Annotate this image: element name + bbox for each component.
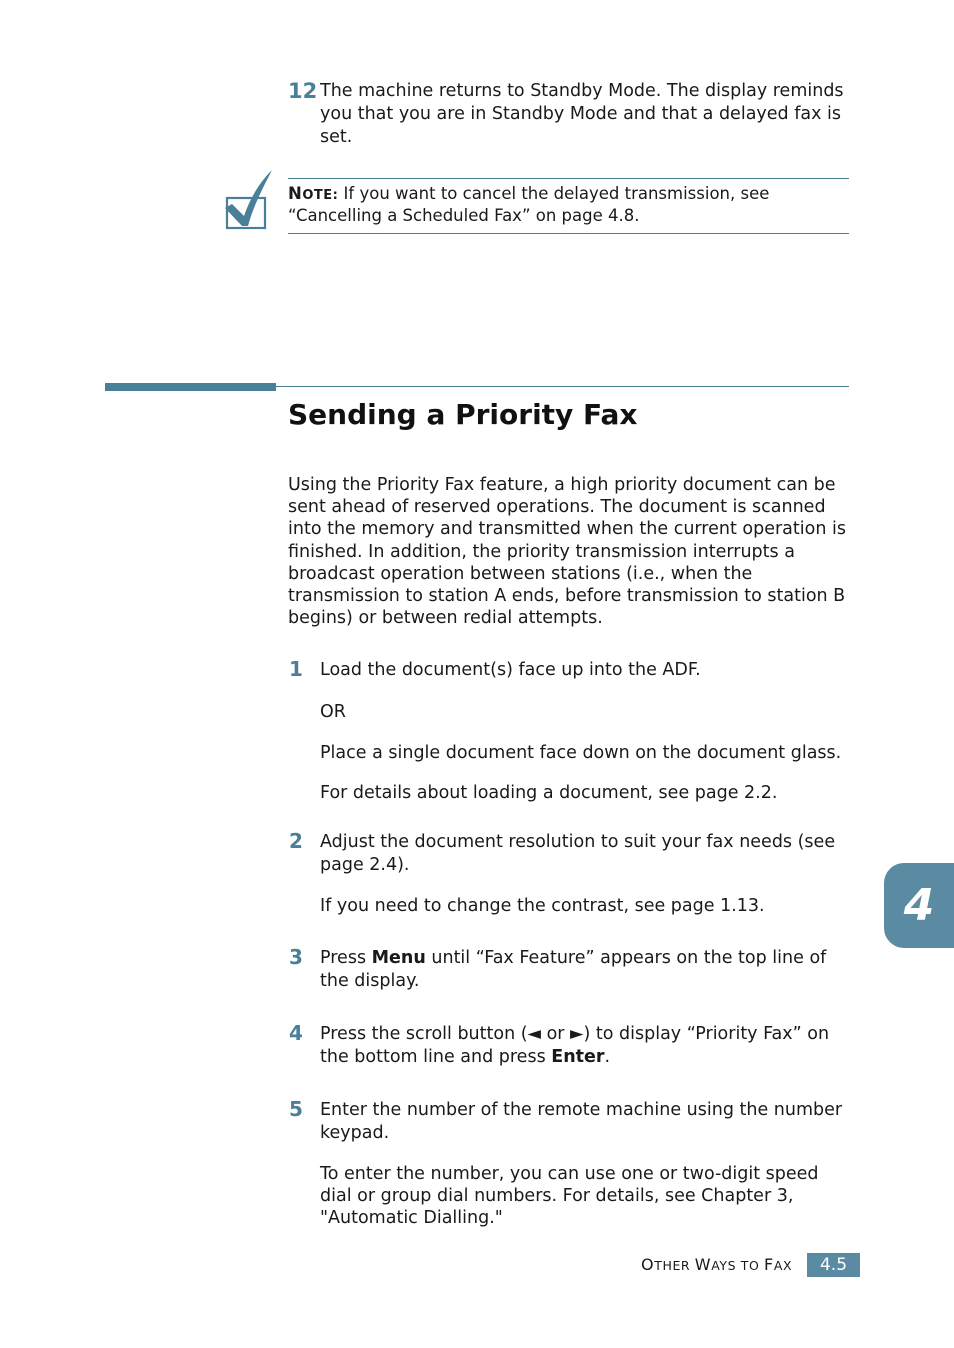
text-line: Enter the number of the remote machine using the number (320, 1100, 843, 1120)
step-number: 2 (289, 829, 303, 853)
page-number: 4.5 (807, 1253, 860, 1277)
enter-key-label: Enter (551, 1047, 605, 1067)
footer-run: AYS TO (711, 1258, 764, 1273)
text-run: the bottom line and press (320, 1047, 552, 1067)
footer-title (641, 1254, 792, 1277)
text-line (320, 947, 826, 970)
step-text (320, 831, 835, 877)
step-text: Place a single document face down on the document glass. (320, 743, 842, 763)
intro-paragraph (288, 474, 858, 629)
text-line: Press the scroll button (◄ or ►) to display “Priority Fax” on (320, 1024, 830, 1044)
intro-line: begins) or between redial attempts. (288, 608, 603, 629)
step-number: 3 (289, 945, 303, 969)
note-text (288, 184, 849, 226)
intro-line: broadcast operation between stations (i.e., when the (288, 563, 753, 584)
text-line: dial or group dial numbers. For details, see Chapter 3, (320, 1186, 794, 1207)
text-run: Press (320, 948, 372, 968)
step-number: 5 (289, 1097, 303, 1121)
text-line (320, 1046, 829, 1069)
note-top-rule (288, 178, 849, 179)
menu-key-label: Menu (371, 948, 426, 968)
step-text (320, 80, 844, 149)
intro-line: sent ahead of reserved operations. The document is scanned (288, 497, 826, 518)
step-number: 4 (289, 1021, 303, 1045)
chapter-number: 4 (903, 880, 935, 931)
text-line: the display. (320, 971, 420, 991)
step-text (320, 1099, 842, 1145)
footer-run: THER (654, 1258, 695, 1273)
step-text (320, 947, 826, 993)
chapter-tab (884, 863, 954, 948)
intro-line: into the memory and transmitted when the current operation is (288, 519, 846, 540)
step-number: 1 (289, 657, 303, 681)
intro-line: Using the Priority Fax feature, a high priority document can be (288, 475, 836, 495)
note-line1: If you want to cancel the delayed transmission, see (338, 184, 770, 203)
step-number: 12 (288, 79, 318, 103)
section-bar (105, 383, 276, 391)
footer-char: O (641, 1255, 655, 1274)
note-label-rest: OTE: (302, 188, 339, 203)
text-line: The machine returns to Standby Mode. The display reminds (320, 81, 844, 101)
text-line: you that you are in Standby Mode and that a delayed fax is (320, 104, 841, 124)
text-line: page 2.4). (320, 855, 410, 875)
text-line: To enter the number, you can use one or two-digit speed (320, 1164, 819, 1184)
step-text (320, 1163, 819, 1230)
text-line: set. (320, 127, 353, 147)
footer-char: W (694, 1255, 712, 1274)
text-line: keypad. (320, 1123, 390, 1143)
step-text: For details about loading a document, see page 2.2. (320, 783, 778, 803)
step-text: If you need to change the contrast, see page 1.13. (320, 896, 765, 916)
intro-line: transmission to station A ends, before transmission to station B (288, 586, 846, 607)
section-title: Sending a Priority Fax (288, 398, 638, 431)
text-line: "Automatic Dialling." (320, 1208, 503, 1229)
text-run: . (604, 1047, 611, 1067)
step-text (320, 1023, 829, 1069)
footer-char: F (764, 1255, 774, 1274)
step-text: OR (320, 702, 346, 722)
note-label-first: N (288, 184, 303, 203)
note-label (288, 184, 338, 203)
footer-run: AX (773, 1258, 793, 1273)
text-run: until “Fax Feature” appears on the top line of (425, 948, 827, 968)
note-bottom-rule (288, 233, 849, 234)
section-rule (276, 386, 849, 387)
note-line: “Cancelling a Scheduled Fax” on page 4.8. (288, 206, 640, 225)
step-text: Load the document(s) face up into the ADF. (320, 660, 701, 680)
note-line (288, 184, 849, 206)
checkmark-note-icon (222, 168, 274, 232)
intro-line: finished. In addition, the priority transmission interrupts a (288, 541, 795, 562)
text-line: Adjust the document resolution to suit your fax needs (see (320, 832, 836, 852)
